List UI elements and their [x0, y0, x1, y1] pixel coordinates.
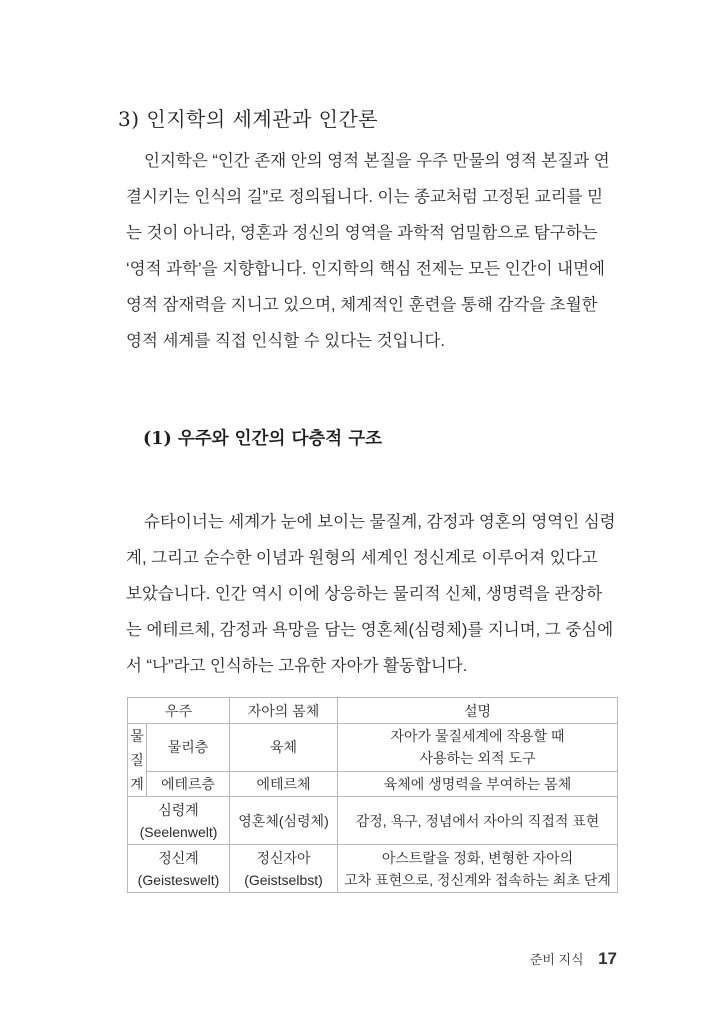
paragraph-anthroposophy-definition	[126, 143, 620, 359]
table-row	[128, 724, 618, 772]
page-number: 17	[598, 949, 617, 968]
description-cell	[338, 845, 618, 893]
layer-name-german: (Geisteswelt)	[137, 871, 220, 888]
text-line: 슈타이너는 세계가 눈에 보이는 물질계, 감정과 영혼의 영역인 심령	[144, 513, 616, 531]
cosmos-body-table	[127, 697, 618, 893]
body-cell	[230, 845, 338, 893]
body-name-german: (Geistselbst)	[244, 871, 323, 888]
text-line: 영적 잠재력을 지니고 있으며, 체계적인 훈련을 통해 감각을 초월한	[126, 296, 598, 314]
subsection-title: (1) 우주와 인간의 다층적 구조	[143, 429, 383, 449]
layer-cell	[128, 797, 230, 845]
description-line: 고차 표현으로, 정신계와 접속하는 최초 단계	[344, 871, 611, 888]
layer-name: 정신계	[158, 849, 199, 866]
text-line: 는 에테르체, 감정과 욕망을 담는 영혼체(심령체)를 지니며, 그 중심에	[126, 621, 614, 639]
page-footer	[530, 949, 617, 969]
description-line: 자아가 물질세계에 작용할 때	[390, 728, 565, 745]
text-line: 인지학은 “인간 존재 안의 영적 본질을 우주 만물의 영적 본질과 연	[144, 152, 610, 170]
body-cell: 에테르체	[230, 771, 338, 796]
layer-cell: 에테르층	[147, 771, 230, 796]
paragraph-multilayer-structure	[126, 504, 620, 684]
description-cell: 감정, 욕구, 정념에서 자아의 직접적 표현	[338, 797, 618, 845]
layer-name: 심령계	[158, 801, 199, 818]
body-cell: 육체	[230, 724, 338, 772]
body-cell: 영혼체(심령체)	[230, 797, 338, 845]
group-char: 물	[130, 728, 144, 744]
text-line: 서 “나”라고 인식하는 고유한 자아가 활동합니다.	[126, 657, 468, 675]
chapter-label: 준비 지식	[529, 952, 584, 967]
table-row	[128, 771, 618, 796]
table-header-row	[128, 698, 618, 724]
body-name: 정신자아	[256, 849, 311, 866]
description-cell	[338, 724, 618, 772]
material-world-group-cell	[128, 724, 147, 797]
text-line: ‘영적 과학’을 지향합니다. 인지학의 핵심 전제는 모든 인간이 내면에	[126, 260, 605, 278]
layer-cell: 물리층	[147, 724, 230, 772]
header-description: 설명	[338, 698, 618, 724]
text-line: 계, 그리고 순수한 이념과 원형의 세계인 정신계로 이루어져 있다고	[126, 549, 598, 567]
text-line: 결시키는 인식의 길”로 정의됩니다. 이는 종교처럼 고정된 교리를 믿	[126, 188, 604, 206]
group-char: 질	[130, 752, 144, 768]
group-char: 계	[130, 776, 144, 792]
description-line: 사용하는 외적 도구	[419, 750, 536, 767]
layer-name-german: (Seelenwelt)	[139, 823, 218, 840]
text-line: 영적 세계를 직접 인식할 수 있다는 것입니다.	[126, 332, 445, 350]
table-row	[128, 845, 618, 893]
table-row	[128, 797, 618, 845]
text-line: 보았습니다. 인간 역시 이에 상응하는 물리적 신체, 생명력을 관장하	[126, 585, 603, 603]
section-title: 3) 인지학의 세계관과 인간론	[118, 107, 379, 131]
description-cell: 육체에 생명력을 부여하는 몸체	[338, 771, 618, 796]
header-self-body: 자아의 몸체	[230, 698, 338, 724]
header-cosmos: 우주	[128, 698, 230, 724]
text-line: 는 것이 아니라, 영혼과 정신의 영역을 과학적 엄밀함으로 탐구하는	[126, 224, 598, 242]
layer-cell	[128, 845, 230, 893]
description-line: 아스트랄을 정화, 변형한 자아의	[381, 849, 574, 866]
